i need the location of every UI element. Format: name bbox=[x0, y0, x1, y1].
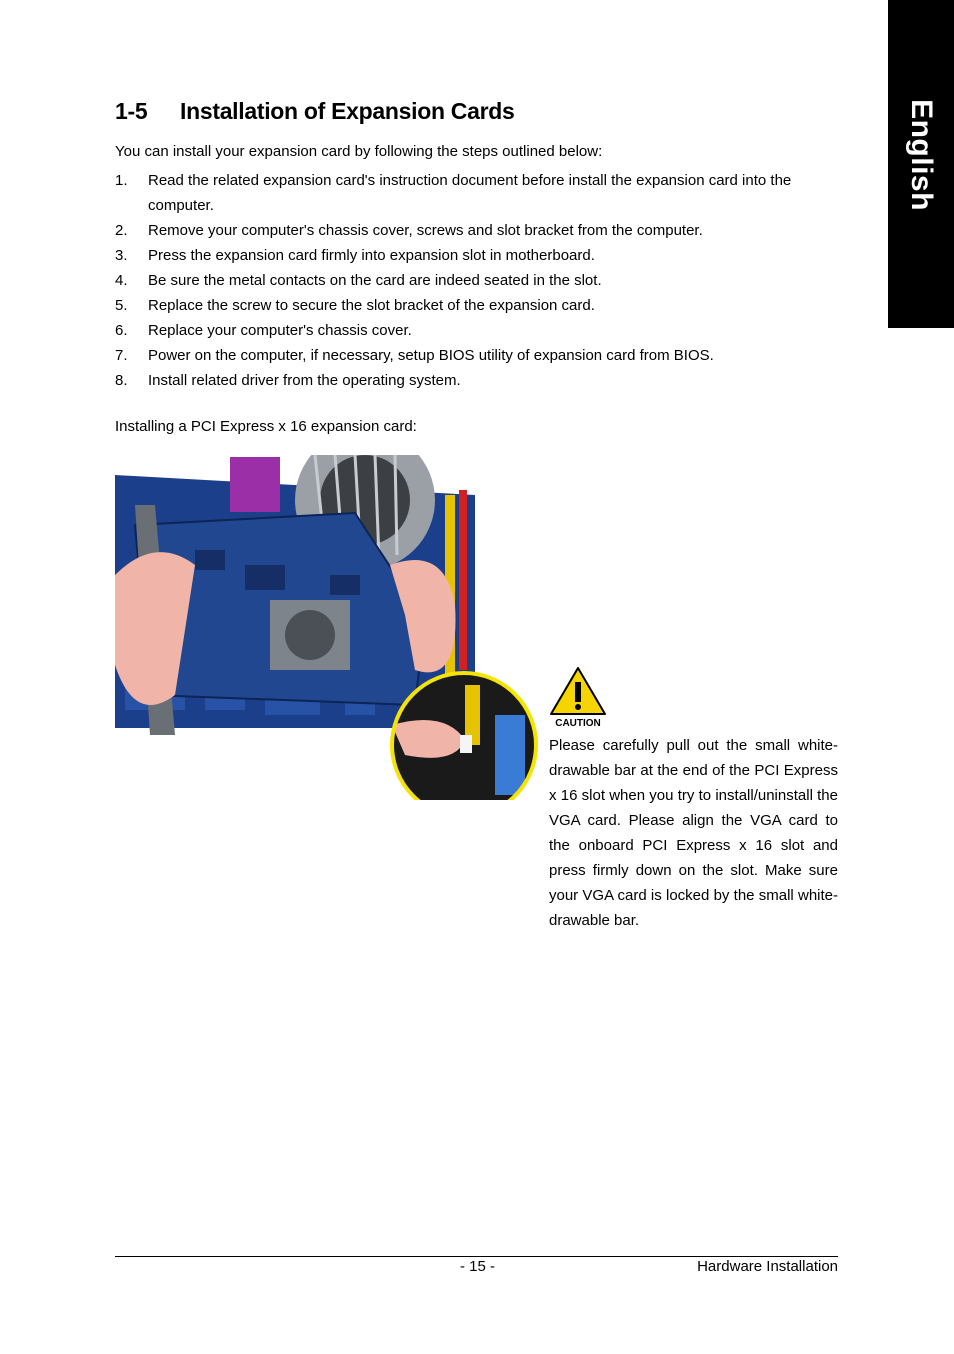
step-text: Press the expansion card firmly into expansion slot in motherboard. bbox=[148, 247, 595, 264]
list-item bbox=[115, 218, 815, 243]
step-number: 2. bbox=[115, 222, 128, 239]
intro-text: You can install your expansion card by following the steps outlined below: bbox=[115, 143, 603, 160]
section-heading bbox=[115, 98, 514, 125]
list-item bbox=[115, 368, 815, 393]
step-text: Remove your computer's chassis cover, screws and slot bracket from the computer. bbox=[148, 222, 703, 239]
list-item bbox=[115, 343, 815, 368]
subheading: Installing a PCI Express x 16 expansion card: bbox=[115, 418, 417, 435]
list-item bbox=[115, 268, 815, 293]
section-title: Installation of Expansion Cards bbox=[180, 98, 515, 124]
page-number: - 15 - bbox=[460, 1258, 496, 1275]
step-text: Replace the screw to secure the slot bracket of the expansion card. bbox=[148, 297, 595, 314]
step-text: Power on the computer, if necessary, setup BIOS utility of expansion card from BIOS. bbox=[148, 347, 714, 364]
step-number: 8. bbox=[115, 372, 128, 389]
list-item bbox=[115, 318, 815, 343]
expansion-card-photo bbox=[115, 455, 540, 800]
caution-icon bbox=[549, 666, 607, 730]
step-number: 3. bbox=[115, 247, 128, 264]
language-tab-label: English bbox=[905, 99, 938, 211]
list-item bbox=[115, 293, 815, 318]
section-number: 1-5 bbox=[115, 98, 148, 124]
list-item bbox=[115, 243, 815, 268]
step-number: 4. bbox=[115, 272, 128, 289]
caution-text: Please carefully pull out the small white-drawable bar at the end of the PCI Express x 16 slot when you try to install/uninstall the VGA card. Please align the VGA card to the onboard PCI Express x 16 slot and press firmly down on the slot. Make sure your VGA card is locked by the small white-drawable bar. bbox=[549, 737, 838, 929]
language-tab bbox=[888, 0, 954, 328]
caution-label: CAUTION bbox=[555, 718, 601, 729]
step-number: 5. bbox=[115, 297, 128, 314]
step-number: 1. bbox=[115, 172, 128, 189]
footer-section-name: Hardware Installation bbox=[697, 1258, 838, 1275]
footer-rule bbox=[115, 1256, 838, 1257]
step-number: 7. bbox=[115, 347, 128, 364]
step-number: 6. bbox=[115, 322, 128, 339]
step-text: Be sure the metal contacts on the card are indeed seated in the slot. bbox=[148, 272, 602, 289]
list-item bbox=[115, 168, 815, 218]
step-list bbox=[115, 168, 815, 393]
step-text: Read the related expansion card's instruction document before install the expansion card into the computer. bbox=[148, 172, 792, 214]
step-text: Install related driver from the operating system. bbox=[148, 372, 461, 389]
step-text: Replace your computer's chassis cover. bbox=[148, 322, 412, 339]
